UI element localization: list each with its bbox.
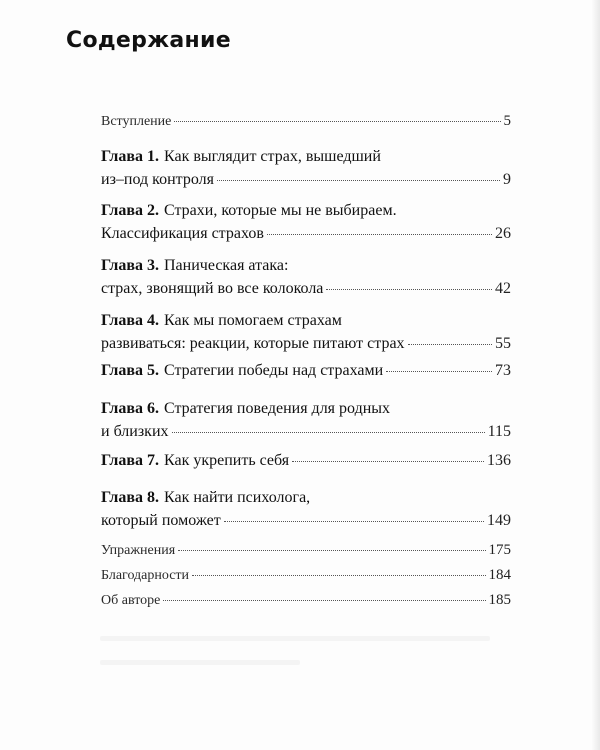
show-through-mark: [100, 660, 300, 665]
toc-entry-chapter-6[interactable]: [101, 400, 511, 446]
page-number: 5: [503, 113, 511, 129]
page-number: 26: [495, 225, 511, 242]
entry-text: Вступление: [101, 114, 172, 129]
chapter-label: Глава 4.: [101, 312, 159, 329]
chapter-title-line-2: из–под контроля: [101, 171, 214, 188]
page-number: 175: [488, 542, 511, 558]
toc-entry-chapter-5[interactable]: [101, 362, 511, 385]
chapter-title-line-1: Как выглядит страх, вышедший: [164, 148, 381, 165]
chapter-label: Глава 1.: [101, 148, 159, 165]
chapter-label: Глава 8.: [101, 489, 159, 506]
toc-entry-chapter-1[interactable]: [101, 148, 511, 194]
toc-entry-chapter-8[interactable]: [101, 489, 511, 535]
chapter-title-line-1: Как мы помогаем страхам: [164, 312, 342, 329]
page-number: 115: [487, 423, 511, 440]
page-number: 136: [487, 452, 511, 469]
chapter-title-line-2: Классификация страхов: [101, 225, 264, 242]
page-number: 184: [488, 567, 511, 583]
dot-leader: [224, 521, 484, 522]
toc-entry-chapter-4[interactable]: [101, 312, 511, 358]
chapter-title-line-2: развиваться: реакции, которые питают страх: [101, 335, 405, 352]
entry-text: Об авторе: [101, 593, 161, 608]
chapter-title-line-2: страх, звонящий во все колокола: [101, 280, 324, 297]
chapter-title-line-2: который поможет: [101, 512, 221, 529]
page-number: 55: [495, 335, 511, 352]
chapter-title-line-1: Как найти психолога,: [164, 489, 311, 506]
chapter-label: Глава 3.: [101, 257, 159, 274]
chapter-label: Глава 7.: [101, 452, 159, 469]
dot-leader: [267, 234, 492, 235]
chapter-label: Глава 6.: [101, 400, 159, 417]
chapter-title-line-1: Паническая атака:: [164, 257, 289, 274]
toc-entry-chapter-2[interactable]: [101, 202, 511, 248]
chapter-title-line-1: Как укрепить себя: [164, 452, 290, 469]
chapter-title-line-1: Стратегия поведения для родных: [164, 400, 391, 417]
dot-leader: [386, 371, 492, 372]
toc-entry-chapter-7[interactable]: [101, 452, 511, 475]
page-edge-shadow: [592, 0, 600, 750]
toc-title: Содержание: [66, 28, 231, 53]
toc-entry-exercises[interactable]: [101, 542, 511, 565]
dot-leader: [408, 344, 492, 345]
chapter-title-line-1: Страхи, которые мы не выбираем.: [164, 202, 397, 219]
dot-leader: [172, 432, 485, 433]
chapter-title-line-2: и близких: [101, 423, 169, 440]
toc-entry-about-author[interactable]: [101, 592, 511, 615]
entry-text: Благодарности: [101, 568, 190, 583]
chapter-title-line-1: Стратегии победы над страхами: [164, 362, 384, 379]
dot-leader: [163, 600, 485, 601]
dot-leader: [217, 180, 500, 181]
dot-leader: [192, 575, 485, 576]
entry-text: Упражнения: [101, 543, 176, 558]
toc-entry-acknowledgements[interactable]: [101, 567, 511, 590]
toc-entry-intro[interactable]: [101, 113, 511, 136]
toc-entry-chapter-3[interactable]: [101, 257, 511, 303]
page-number: 42: [495, 280, 511, 297]
dot-leader: [292, 461, 484, 462]
chapter-label: Глава 5.: [101, 362, 159, 379]
page-number: 149: [487, 512, 511, 529]
page-number: 185: [488, 592, 511, 608]
page-number: 73: [495, 362, 511, 379]
show-through-mark: [100, 636, 490, 641]
dot-leader: [174, 121, 500, 122]
chapter-label: Глава 2.: [101, 202, 159, 219]
dot-leader: [326, 289, 492, 290]
page-number: 9: [503, 171, 511, 188]
dot-leader: [178, 550, 485, 551]
